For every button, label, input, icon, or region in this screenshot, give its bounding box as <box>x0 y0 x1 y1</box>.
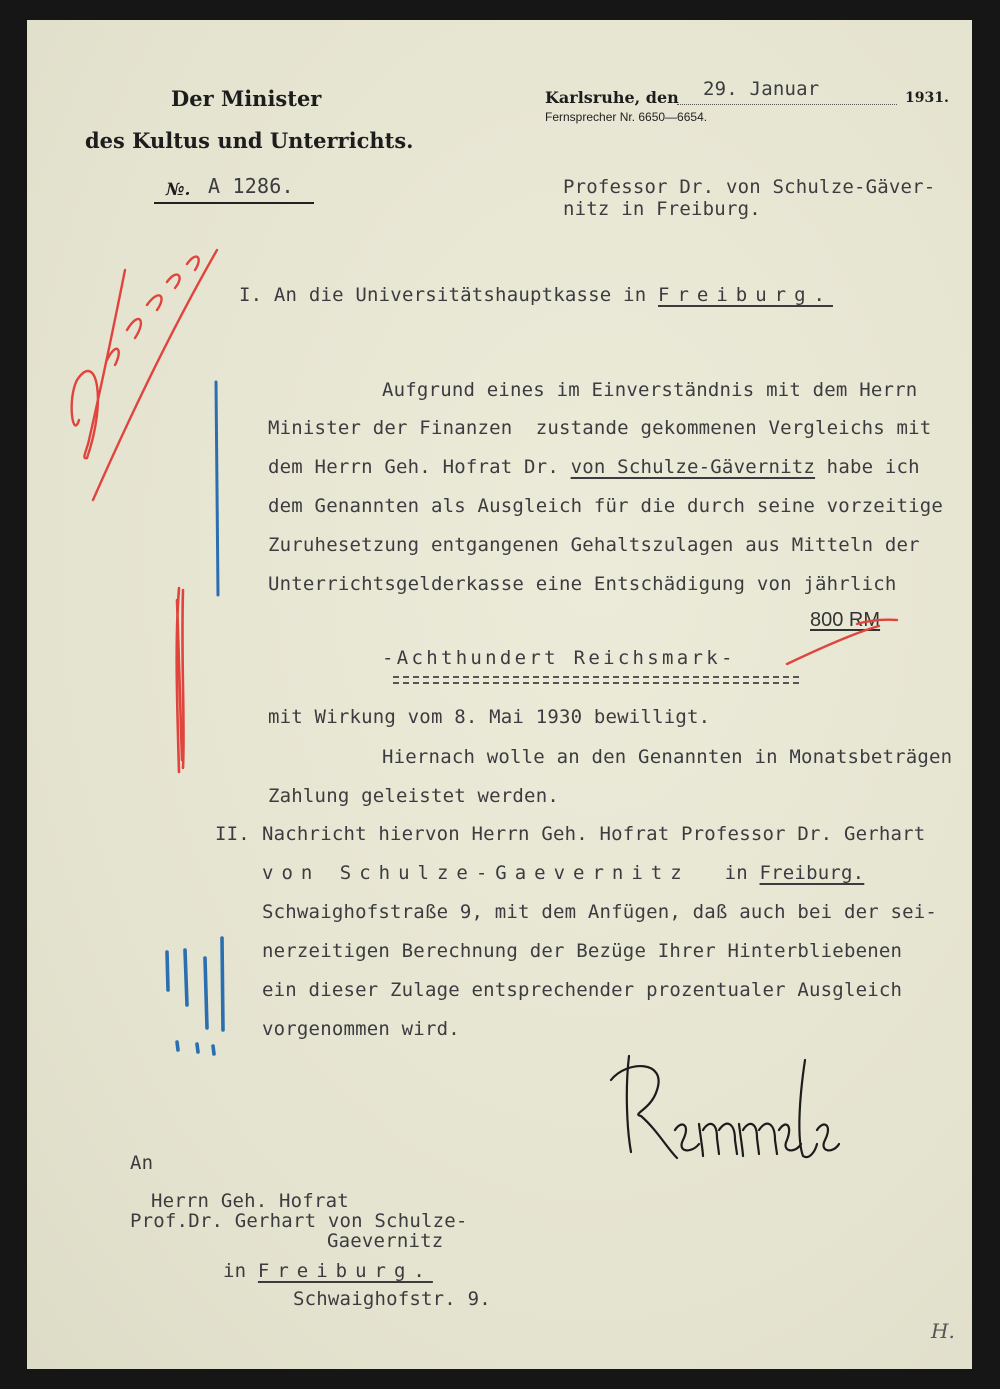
amount-double-underline <box>393 676 799 684</box>
body-line3-end: habe ich <box>815 456 920 478</box>
number-prefix: №. <box>166 180 191 200</box>
place-date-prefix: Karlsruhe, den <box>545 88 679 107</box>
section2-place: Freiburg. <box>759 862 865 884</box>
amount-figure: 800 RM <box>810 609 881 631</box>
body-line5: Zuruhesetzung entgangenen Gehaltszulagen aus Mitteln der <box>268 534 920 556</box>
address-line3: Gaevernitz <box>327 1230 444 1252</box>
section2-line3: Schwaighofstraße 9, mit dem Anfügen, daß auch bei der sei- <box>262 901 938 923</box>
section2-in: in <box>724 862 748 884</box>
address-an: An <box>130 1152 154 1174</box>
amount-in-words: -Achthundert Reichsmark- <box>382 647 736 669</box>
letterhead-line2: des Kultus und Unterrichts. <box>85 128 414 153</box>
section2-line2 <box>262 862 864 884</box>
address-line2: Prof.Dr. Gerhart von Schulze- <box>130 1210 468 1232</box>
body-line1: Aufgrund eines im Einverständnis mit dem Herrn <box>382 379 918 401</box>
address-line4 <box>223 1260 433 1282</box>
phone-number: Fernsprecher Nr. 6650—6654. <box>545 110 708 124</box>
annotation-marks <box>27 20 972 1369</box>
section2-prefix: II. <box>215 823 250 845</box>
body-line3 <box>268 456 920 478</box>
address-in: in <box>223 1260 247 1282</box>
letterhead-line1: Der Minister <box>171 86 322 111</box>
effective-date-line: mit Wirkung vom 8. Mai 1930 bewilligt. <box>268 706 711 728</box>
section2-line4: nerzeitigen Berechnung der Bezüge Ihrer Hinterbliebenen <box>262 940 903 962</box>
section2-name: von Schulze-Gaevernitz <box>262 862 690 884</box>
section2-line5: ein dieser Zulage entsprechender prozentualer Ausgleich <box>262 979 903 1001</box>
blue-pencil-line <box>216 382 218 595</box>
document-page <box>27 20 972 1369</box>
body-line3-start: dem Herrn Geh. Hofrat Dr. <box>268 456 571 478</box>
body-line4: dem Genannten als Ausgleich für die durch seine vorzeitige <box>268 495 944 517</box>
section2-line6: vorgenommen wird. <box>262 1018 460 1040</box>
body-line6: Unterrichtsgelderkasse eine Entschädigung von jährlich <box>268 573 897 595</box>
blue-pencil-marks <box>167 938 223 1054</box>
subject-line2: nitz in Freiburg. <box>563 198 761 220</box>
body-line2: Minister der Finanzen zustande gekommenen Vergleichs mit <box>268 417 932 439</box>
payment-line2: Zahlung geleistet werden. <box>268 785 559 807</box>
address-line1: Herrn Geh. Hofrat <box>151 1190 349 1212</box>
section2-line1: Nachricht hiervon Herrn Geh. Hofrat Professor Dr. Gerhart <box>262 823 926 845</box>
signature-scribble <box>611 1056 839 1158</box>
payment-line1: Hiernach wolle an den Genannten in Monatsbeträgen <box>382 746 953 768</box>
section1-heading-prefix: I. An die Universitätshauptkasse in <box>239 284 659 306</box>
body-line3-name: von Schulze-Gävernitz <box>570 456 816 478</box>
address-place: Freiburg. <box>257 1260 433 1282</box>
reference-number <box>154 172 314 204</box>
date-value: 29. Januar <box>703 78 820 100</box>
address-line5: Schwaighofstr. 9. <box>293 1288 491 1310</box>
red-pencil-scribble <box>72 250 217 500</box>
number-value: A 1286. <box>208 174 294 198</box>
year-value: 1931. <box>905 90 949 106</box>
subject-line1: Professor Dr. von Schulze-Gäver- <box>563 176 936 198</box>
date-line <box>677 104 897 105</box>
section1-heading <box>239 284 833 306</box>
section1-heading-place: Freiburg. <box>658 284 833 306</box>
red-pencil-bracket <box>177 588 184 772</box>
corner-mark: H. <box>931 1319 955 1343</box>
